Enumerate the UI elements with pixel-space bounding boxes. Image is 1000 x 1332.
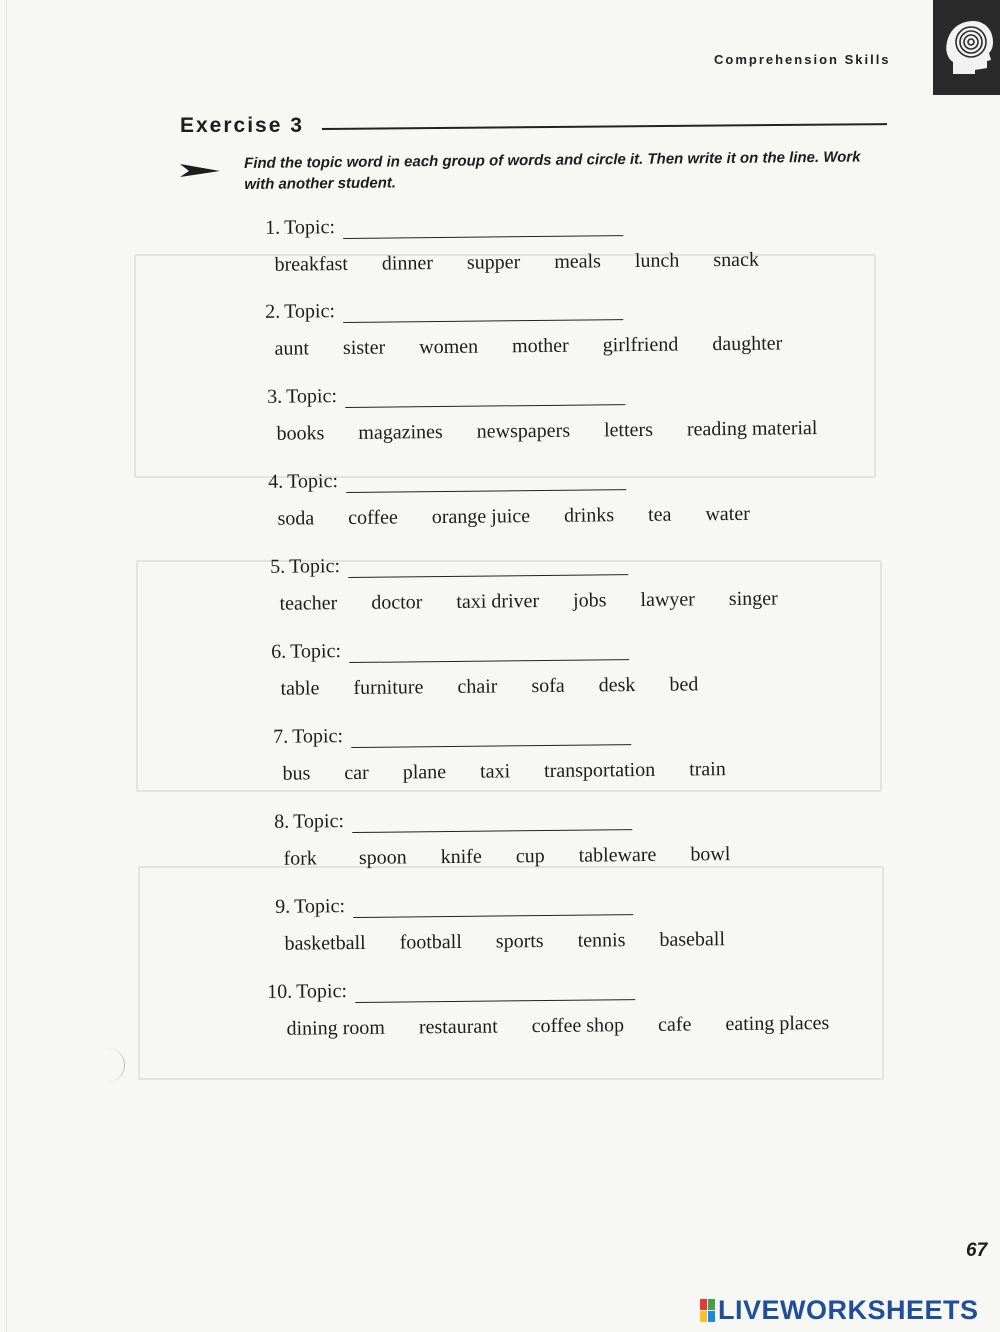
word-option[interactable]: bus: [282, 762, 311, 785]
topic-row: [256, 629, 896, 664]
section-title: Comprehension Skills: [714, 52, 891, 67]
word-option[interactable]: dining room: [286, 1016, 386, 1040]
topic-row: [259, 799, 899, 834]
topic-item: [252, 374, 893, 446]
topic-item: [260, 884, 901, 956]
word-option[interactable]: transportation: [543, 758, 656, 783]
word-option[interactable]: sofa: [531, 674, 565, 698]
binding-mark: [96, 1048, 125, 1082]
topic-answer-field[interactable]: [355, 981, 635, 1003]
word-option[interactable]: tableware: [578, 843, 657, 867]
word-option[interactable]: taxi driver: [456, 590, 540, 613]
spiral-head-icon: [945, 18, 995, 76]
word-option[interactable]: desk: [598, 674, 636, 697]
word-option[interactable]: plane: [402, 761, 447, 784]
item-number: 5.: [270, 555, 286, 578]
word-option[interactable]: reading material: [686, 417, 818, 441]
topic-row: [250, 289, 890, 324]
topic-row: [262, 969, 902, 1004]
topic-row: [258, 714, 898, 749]
topic-row: [255, 544, 895, 579]
topic-row: [252, 374, 892, 409]
word-option[interactable]: teacher: [279, 592, 338, 615]
topic-answer-field[interactable]: [351, 726, 631, 748]
topic-row: [250, 205, 890, 240]
word-option[interactable]: bowl: [690, 843, 731, 866]
topic-label: Topic:: [294, 895, 346, 918]
topic-row: [253, 459, 893, 494]
page-number: 67: [966, 1240, 988, 1261]
bleed-through-frame: [134, 254, 876, 478]
topic-answer-field[interactable]: [346, 471, 626, 493]
word-option[interactable]: soda: [277, 507, 315, 530]
word-group: [253, 501, 893, 531]
topic-answer-field[interactable]: [348, 556, 628, 578]
topic-label: Topic:: [286, 385, 338, 408]
topic-label: Topic:: [296, 980, 348, 1003]
word-option[interactable]: train: [689, 758, 726, 781]
instructions: Find the topic word in each group of words and circle it. Then write it on the line. Work with another student.: [244, 148, 861, 193]
item-number: 2.: [265, 300, 281, 323]
topic-answer-field[interactable]: [343, 301, 623, 323]
word-option[interactable]: basketball: [284, 931, 366, 955]
word-option[interactable]: bed: [669, 673, 699, 696]
word-option[interactable]: tennis: [577, 929, 626, 952]
item-number: 4.: [268, 470, 284, 493]
topic-item: [258, 714, 899, 786]
word-option[interactable]: singer: [728, 587, 778, 611]
arrow-icon: [180, 160, 220, 180]
word-option[interactable]: magazines: [358, 421, 443, 444]
item-number: 3.: [267, 385, 283, 408]
word-option[interactable]: furniture: [353, 676, 424, 699]
topic-item: [256, 629, 897, 701]
word-option[interactable]: table: [280, 677, 320, 700]
word-option[interactable]: baseball: [659, 928, 726, 951]
word-option[interactable]: taxi: [479, 760, 511, 783]
topic-label: Topic:: [293, 810, 345, 833]
word-option[interactable]: snack: [713, 248, 760, 272]
word-option[interactable]: doctor: [371, 591, 423, 614]
item-number: 6.: [271, 640, 287, 663]
topic-item: [259, 799, 900, 871]
word-option[interactable]: drinks: [563, 504, 615, 527]
topic-item: [250, 289, 891, 361]
word-option[interactable]: tea: [647, 503, 672, 526]
topic-item: [255, 544, 896, 616]
word-option[interactable]: cup: [515, 845, 545, 868]
word-option[interactable]: coffee: [348, 506, 398, 530]
word-option[interactable]: lunch: [634, 249, 680, 272]
word-option[interactable]: fork: [283, 847, 317, 870]
word-option[interactable]: aunt: [274, 337, 310, 360]
word-option[interactable]: letters: [603, 418, 654, 442]
word-option[interactable]: books: [276, 422, 325, 445]
word-option[interactable]: spoon: [358, 846, 407, 869]
word-option[interactable]: knife: [440, 845, 482, 869]
brand-name: LIVEWORKSHEETS: [718, 1295, 979, 1325]
word-option[interactable]: breakfast: [274, 252, 348, 276]
item-number: 8.: [274, 810, 290, 833]
topic-item: [253, 459, 894, 531]
topic-answer-field[interactable]: [353, 896, 633, 918]
word-option[interactable]: chair: [457, 675, 498, 698]
topic-label: Topic:: [284, 300, 336, 323]
word-option[interactable]: water: [705, 502, 750, 526]
word-option[interactable]: sister: [342, 336, 386, 360]
exercise-title: Exercise 3: [180, 114, 304, 137]
word-option[interactable]: sports: [495, 930, 544, 953]
topic-label: Topic:: [290, 640, 342, 663]
item-number: 10.: [267, 980, 293, 1003]
item-number: 9.: [275, 895, 291, 918]
word-option[interactable]: meals: [554, 250, 602, 273]
word-option[interactable]: coffee shop: [531, 1014, 625, 1038]
word-option[interactable]: jobs: [573, 589, 607, 612]
word-option[interactable]: lawyer: [640, 588, 695, 611]
word-option[interactable]: cafe: [657, 1013, 692, 1036]
page-edge: [6, 0, 7, 1332]
word-option[interactable]: mother: [511, 334, 569, 358]
topic-label: Topic:: [287, 470, 339, 493]
topic-answer-field[interactable]: [343, 217, 623, 239]
topic-row: [260, 884, 900, 919]
topic-label: Topic:: [289, 555, 341, 578]
word-option[interactable]: eating places: [725, 1012, 830, 1036]
word-option[interactable]: restaurant: [418, 1015, 498, 1039]
item-number: 7.: [273, 725, 289, 748]
word-option[interactable]: girlfriend: [602, 333, 679, 357]
word-option[interactable]: orange juice: [431, 505, 531, 529]
topic-label: Topic:: [284, 216, 336, 239]
item-number: 1.: [265, 216, 281, 239]
topic-answer-field[interactable]: [352, 811, 632, 833]
word-option[interactable]: daughter: [712, 332, 783, 356]
topic-item: [262, 969, 903, 1041]
liveworksheets-logo-icon: [700, 1299, 715, 1322]
word-option[interactable]: supper: [466, 251, 521, 274]
topic-item: [250, 205, 891, 277]
title-rule: [322, 123, 887, 130]
topic-answer-field[interactable]: [345, 386, 625, 408]
topic-answer-field[interactable]: [349, 641, 629, 663]
word-option[interactable]: car: [344, 761, 369, 785]
brand-watermark: [700, 1295, 979, 1326]
word-option[interactable]: dinner: [381, 252, 434, 275]
word-option[interactable]: football: [399, 930, 462, 954]
word-option[interactable]: women: [419, 335, 479, 359]
word-option[interactable]: newspapers: [476, 419, 571, 443]
topic-label: Topic:: [292, 725, 344, 748]
